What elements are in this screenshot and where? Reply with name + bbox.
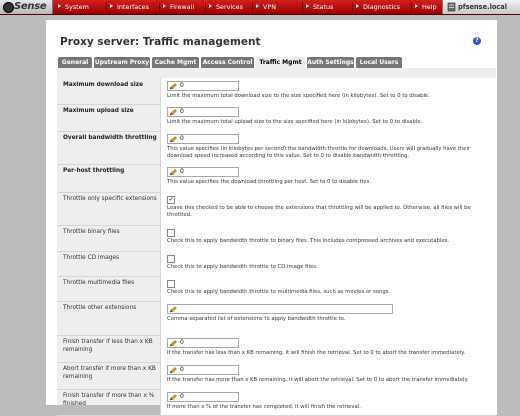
logo-icon [3, 2, 14, 13]
field-row-abort-transfer-kb [57, 362, 496, 390]
tab-traffic-mgmt[interactable]: Traffic Mgmt [256, 57, 305, 69]
top-navigation-bar [0, 0, 520, 15]
field-description: Limit the maximum total upload size to the size specified here (in kilobytes). Set to 0 to disable. [167, 119, 423, 125]
field-description: Check this to apply bandwidth throttle to CD image files. [167, 264, 318, 270]
hostname-box[interactable] [442, 0, 520, 14]
pencil-icon [169, 340, 178, 347]
other-extensions-input[interactable] [167, 304, 393, 314]
page-title: Proxy server: Traffic management [60, 36, 261, 48]
pencil-icon [169, 136, 178, 143]
field-row-max-download [57, 78, 496, 105]
pfsense-logo[interactable] [0, 0, 53, 14]
field-description: If the transfer has less than x KB remaining, it will finish the retrieval. Set to 0 to abort the transfer immediately. [167, 350, 466, 356]
field-label: Per-host throttling [63, 168, 125, 174]
throttle-binary-checkbox[interactable] [167, 229, 175, 237]
field-description: Comma-separated list of extensions to apply bandwidth throttle to. [167, 316, 346, 322]
field-label: Abort transfer if more than x KB remaining [63, 366, 156, 380]
throttle-multimedia-checkbox[interactable] [167, 280, 175, 288]
arrow-right-icon [256, 4, 259, 8]
pencil-icon [169, 109, 178, 116]
main-panel [46, 20, 497, 410]
logo-text: Sense [14, 1, 47, 12]
server-icon [447, 2, 456, 12]
arrow-right-icon [58, 4, 61, 8]
field-row-overall-throttling [57, 131, 496, 165]
field-description: If the transfer has more than x KB remaining, it will abort the retrieval. Set to 0 to abort the transfer immediately. [167, 377, 469, 383]
pencil-icon [169, 306, 178, 313]
field-row-per-host-throttling [57, 164, 496, 193]
field-label: Finish transfer if less than x KB remaining [63, 339, 153, 353]
field-label: Throttle binary files [63, 229, 120, 235]
field-row-max-upload [57, 104, 496, 132]
field-label: Throttle other extensions [63, 305, 137, 311]
field-description: Leave this checked to be able to choose the extensions that throttling will be applied to. Otherwise, all files will be throttled. [167, 205, 471, 218]
field-description: Limit the maximum total download size to the size specified here (in kilobytes). Set to 0 to disable. [167, 93, 430, 99]
field-label: Throttle multimedia files [63, 280, 135, 286]
menu-services[interactable]: Services [209, 0, 243, 14]
settings-form [57, 68, 496, 410]
menu-status[interactable]: Status [306, 0, 333, 14]
field-row-throttle-cd-images [57, 251, 496, 277]
pencil-icon [169, 367, 178, 374]
field-description: Check this to apply bandwidth throttle to binary files. This includes compressed archives and executables. [167, 238, 450, 244]
menu-diagnostics[interactable]: Diagnostics [356, 0, 400, 14]
max-upload-input[interactable]: 0 [167, 107, 239, 117]
finish-transfer-percent-input[interactable]: 0 [167, 392, 239, 402]
field-row-finish-transfer-kb [57, 335, 496, 363]
field-row-throttle-other-extensions [57, 301, 496, 336]
tab-auth-settings[interactable]: Auth Settings [307, 59, 354, 66]
field-row-throttle-binary [57, 225, 496, 252]
tab-general[interactable]: General [58, 57, 92, 68]
arrow-right-icon [110, 4, 113, 8]
field-description: Check this to apply bandwidth throttle to multimedia files, such as movies or songs. [167, 289, 391, 295]
per-host-throttling-input[interactable]: 0 [167, 167, 239, 177]
pencil-icon [169, 83, 178, 90]
field-label: Throttle only specific extensions [63, 196, 157, 202]
arrow-right-icon [209, 4, 212, 8]
field-description: This value specifies (in kilobytes per second) the bandwidth throttle for downloads. Users will gradually have their download speed increased according to this value. Set to 0 to disable bandwidth throttling. [167, 146, 471, 159]
arrow-right-icon [306, 4, 309, 8]
field-label: Throttle CD images [63, 255, 120, 261]
field-description: If more than x % of the transfer has completed, it will finish the retrieval. [167, 404, 361, 410]
tab-bar [58, 57, 498, 68]
finish-transfer-kb-input[interactable]: 0 [167, 338, 239, 348]
field-label: Overall bandwidth throttling [63, 135, 157, 141]
help-icon[interactable]: ? [473, 37, 481, 45]
overall-throttling-input[interactable]: 0 [167, 134, 239, 144]
field-description: This value specifies the download throttling per host. Set to 0 to disable this. [167, 179, 372, 185]
field-label: Finish transfer if more than x % finished [63, 393, 155, 407]
max-download-input[interactable]: 0 [167, 81, 239, 91]
field-label: Maximum download size [63, 82, 144, 88]
menu-vpn[interactable]: VPN [256, 0, 276, 14]
field-row-throttle-multimedia [57, 276, 496, 302]
field-row-throttle-specific-extensions [57, 192, 496, 226]
menu-interfaces[interactable]: Interfaces [110, 0, 149, 14]
field-row-finish-transfer-percent [57, 389, 496, 416]
field-label: Maximum upload size [63, 108, 134, 114]
throttle-cd-images-checkbox[interactable] [167, 255, 175, 263]
menu-firewall[interactable]: Firewall [163, 0, 194, 14]
pencil-icon [169, 169, 178, 176]
menu-system[interactable]: System [58, 0, 89, 14]
tab-access-control[interactable]: Access Control [202, 59, 253, 66]
pencil-icon [169, 394, 178, 401]
menu-help[interactable]: Help [415, 0, 437, 14]
arrow-right-icon [356, 4, 359, 8]
arrow-right-icon [163, 4, 166, 8]
tab-local-users[interactable]: Local Users [356, 57, 402, 68]
hostname-label: pfsense.local [458, 3, 507, 11]
tab-upstream-proxy[interactable]: Upstream Proxy [94, 59, 150, 66]
arrow-right-icon [415, 4, 418, 8]
tab-cache-mgmt[interactable]: Cache Mgmt [152, 57, 199, 68]
abort-transfer-kb-input[interactable]: 0 [167, 365, 239, 375]
throttle-specific-extensions-checkbox[interactable]: ✓ [168, 196, 174, 203]
